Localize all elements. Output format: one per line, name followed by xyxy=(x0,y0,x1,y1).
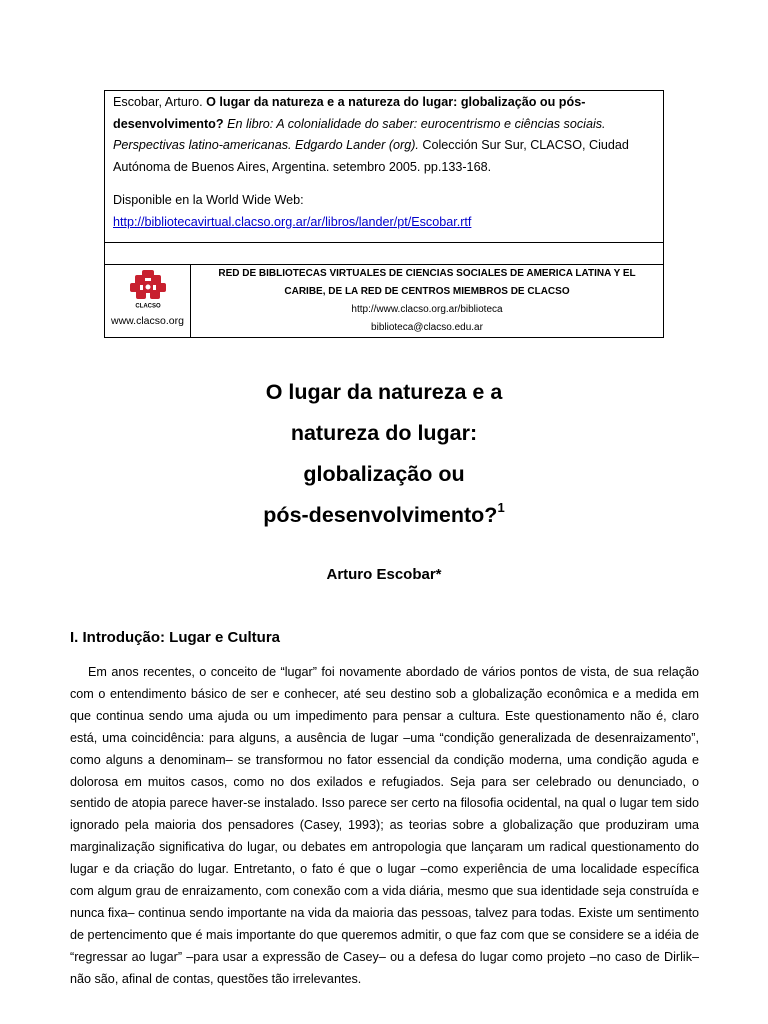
available-label: Disponible en la World Wide Web: xyxy=(113,193,304,207)
document-title xyxy=(0,372,768,536)
title-line-1: O lugar da natureza e a xyxy=(265,380,503,404)
citation-author: Escobar, Arturo. xyxy=(113,95,203,109)
logo-cell xyxy=(105,265,191,337)
network-info xyxy=(191,265,663,337)
org-row xyxy=(105,265,663,337)
citation-block xyxy=(105,91,663,243)
logo-wordmark: CLACSO xyxy=(135,303,161,309)
citation-url-link[interactable]: http://bibliotecavirtual.clacso.org.ar/ar/libros/lander/pt/Escobar.rtf xyxy=(113,214,472,229)
author-name: Arturo Escobar* xyxy=(326,566,442,583)
citation-box xyxy=(104,90,664,338)
site-url[interactable]: www.clacso.org xyxy=(111,315,184,327)
network-name-line2: CARIBE, DE LA RED DE CENTROS MIEMBROS DE CLACSO xyxy=(284,286,570,297)
library-url[interactable]: http://www.clacso.org.ar/biblioteca xyxy=(351,304,503,315)
title-line-2: natureza do lugar: xyxy=(290,421,478,445)
network-name-line1: RED DE BIBLIOTECAS VIRTUALES DE CIENCIAS SOCIALES DE AMERICA LATINA Y EL xyxy=(218,268,636,279)
section-heading: I. Introdução: Lugar e Cultura xyxy=(70,629,281,646)
clacso-logo-icon xyxy=(127,269,169,309)
library-email[interactable]: biblioteca@clacso.edu.ar xyxy=(371,322,483,333)
title-line-3: globalização ou xyxy=(303,462,465,486)
body-paragraph: Em anos recentes, o conceito de “lugar” foi novamente abordado de vários pontos de vista, de sua relação com o entendimento básico de ser e conhecer, até seu destino sob a globalização econômica e a medida em que continua sendo uma ajuda ou um impedimento para pensar a cultura. Este questionamento não é, claro está, uma coincidência: para alguns, a ausência de lugar –uma “condição generalizada de desenraizamento”, como alguns a denominam– se transformou no fator essencial da condição moderna, uma condição aguda e dolorosa em muitos casos, como no dos exilados e refugiados. Seja para ser celebrado ou denunciado, o sentido de atopia parece haver-se instalado. Isso parece ser certo na filosofia ocidental, na qual o lugar tem sido ignorado pela maioria dos pensadores (Casey, 1993); as teorias sobre a globalização que produziram uma marginalização significativa do lugar, ou debates em antropologia que lançaram um radical questionamento do lugar e da criação do lugar. Entretanto, o fato é que o lugar –como experiência de uma localidade específica com algum grau de enraizamento, com conexão com a vida diária, mesmo que sua identidade seja construída e nunca fixa– continua sendo importante na vida da maioria das pessoas, talvez para todas. Existe um sentimento de pertencimento que é mais importante do que queremos admitir, o que faz com que se considere se a idéia de “regressar ao lugar” –para usar a expressão de Casey– ou a defesa do lugar como projeto –no caso de Dirlik– não são, afinal de contas, questões tão irrelevantes. xyxy=(70,665,699,986)
citation-source: En libro: A colonialidade do saber: eurocentrismo e ciências sociais. Perspectivas latino-americanas. Edgardo Lander (org). xyxy=(113,116,606,152)
table-spacer-row xyxy=(105,243,663,265)
footnote-marker[interactable]: 1 xyxy=(497,500,505,515)
title-line-4: pós-desenvolvimento? xyxy=(263,503,498,527)
citation-publisher: Colección Sur Sur, CLACSO, Ciudad Autónoma de Buenos Aires, Argentina. setembro 2005. pp.133-168. xyxy=(113,138,629,174)
citation-title: O lugar da natureza e a natureza do lugar: globalização ou pós-desenvolvimento? xyxy=(113,95,586,131)
citation-text xyxy=(113,92,655,178)
